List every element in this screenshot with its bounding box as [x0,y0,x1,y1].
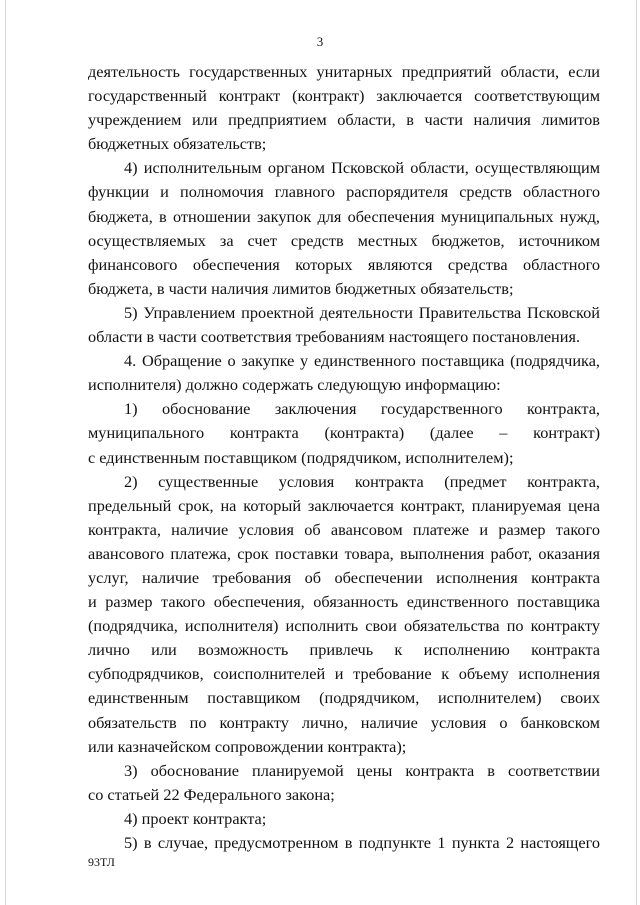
scan-edge-right [636,0,637,905]
text-line: 2) существенные условия контракта (предмет контракта, [124,471,600,491]
text-line: 4) исполнительным органом Псковской области, осуществляющим [124,158,600,178]
text-line: учреждением или предприятием области, в части наличия лимитов [88,110,600,130]
text-line: субподрядчиков, соисполнителей и требование к объему исполнения [88,664,600,684]
text-line: 5) Управлением проектной деятельности Правительства Псковской [124,302,600,322]
text-line: лично или возможность привлечь к исполнению контракта [88,640,600,660]
text-line: деятельность государственных унитарных предприятий области, если [88,62,600,81]
text-line: контракта, наличие условия об авансовом платеже и размер такого [88,519,600,539]
document-body [88,60,600,855]
text-line: муниципального контракта (контракта) (далее – контракт) [88,423,600,443]
page-number: 3 [316,34,324,49]
text-line: авансового платежа, срок поставки товара, выполнения работ, оказания [88,543,600,563]
text-line: государственный контракт (контракт) заключается соответствующим [88,86,600,106]
text-line: единственным поставщиком (подрядчиком, исполнителем) своих [88,688,600,708]
text-line: бюджета, в отношении закупок для обеспечения муниципальных нужд, [88,206,600,226]
text-line: бюджета, в части наличия лимитов бюджетных обязательств; [88,278,514,298]
text-line: обязательств по контракту лично, наличие условия о банковском [88,712,600,732]
text-line: 4) проект контракта; [124,808,267,828]
text-line: услуг, наличие требования об обеспечении исполнения контракта [88,567,600,587]
text-line: 4. Обращение о закупке у единственного поставщика (подрядчика, [124,351,600,371]
text-line: предельный срок, на который заключается контракт, планируемая цена [88,495,600,515]
text-line: со статьей 22 Федерального закона; [88,784,335,804]
text-line: 1) обоснование заключения государственного контракта, [124,399,600,419]
text-line: с единственным поставщиком (подрядчиком, исполнителем); [88,447,514,467]
text-line: области в части соответствия требованиям настоящего постановления. [88,327,581,347]
scan-edge-left [5,0,6,905]
text-line: (подрядчика, исполнителя) исполнить свои обязательства по контракту [88,616,600,636]
text-line: финансового обеспечения которых являются средства областного [88,254,600,274]
text-line: 5) в случае, предусмотренном в подпункте 1 пункта 2 настоящего [124,833,600,852]
text-line: или казначейском сопровождении контракта); [88,736,407,756]
footer-document-code: 93ТЛ [88,855,115,869]
text-line: осуществляемых за счет средств местных бюджетов, источником [88,230,600,250]
text-line: исполнителя) должно содержать следующую информацию: [88,375,501,395]
text-line: 3) обоснование планируемой цены контракта в соответствии [124,760,600,780]
text-line: функции и полномочия главного распорядителя средств областного [88,182,600,202]
text-line: и размер такого обеспечения, обязанность единственного поставщика [88,592,600,612]
text-line: бюджетных обязательств; [88,134,267,154]
